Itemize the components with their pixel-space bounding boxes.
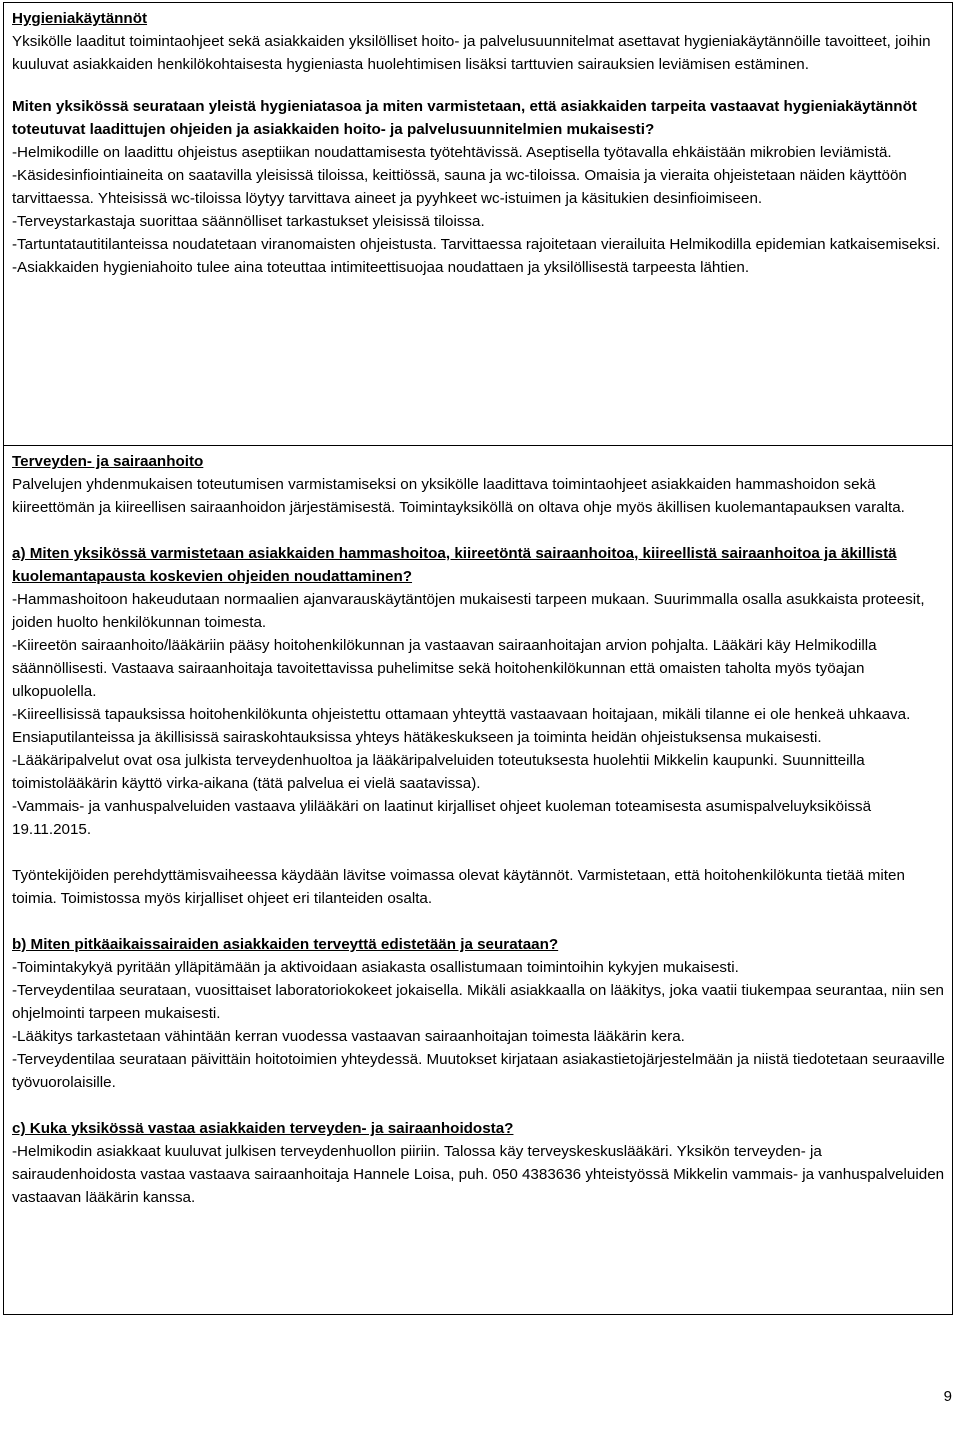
health-care-intro: Palvelujen yhdenmukaisen toteutumisen varmistamiseksi on yksikölle laadittava toimintaohjeet asiakkaiden hammashoidon sekä kiireettömän ja kiireellisen sairaanhoidon järjestämisestä. Toimintayksiköllä on oltava ohje myös äkillisen kuolemantapauksen varalta. (12, 476, 905, 516)
health-care-title: Terveyden- ja sairaanhoito (12, 453, 204, 470)
hygiene-section (3, 2, 953, 446)
hygiene-intro: Yksikölle laaditut toimintaohjeet sekä asiakkaiden yksilölliset hoito- ja palvelusuunnitelmat asettavat hygieniakäytännöille tavoitteet, joihin kuuluvat asiakkaiden henkilökohtaisesta hygieniasta huolehtimisen lisäksi tarttuvien sairauksien leviämisen estäminen. (12, 33, 931, 73)
page-number: 9 (943, 1388, 952, 1405)
orientation-note: Työntekijöiden perehdyttämisvaiheessa käydään lävitse voimassa olevat käytännöt. Varmistetaan, että hoitohenkilökunta tietää miten toimia. Toimistossa myös kirjalliset ohjeet eri tilanteiden osalta. (12, 867, 905, 907)
answer-c: -Helmikodin asiakkaat kuuluvat julkisen terveydenhuollon piiriin. Talossa käy terveyskeskuslääkäri. Yksikön terveyden- ja sairaudenhoidosta vastaa vastaava sairaanhoitaja Hannele Loisa, puh. 050 4383636 yhteistyössä Mikkelin vammais- ja vanhuspalveluiden vastaavan lääkärin kanssa. (12, 1143, 945, 1206)
hygiene-answer: -Tartuntatautitilanteissa noudatetaan viranomaisten ohjeistusta. Tarvittaessa rajoitetaan vierailuita Helmikodilla epidemian katkaisemiseksi. (12, 236, 941, 253)
answer-b: -Toimintakykyä pyritään ylläpitämään ja aktivoidaan asiakasta osallistumaan toimintoihin kykyjen mukaisesti. (12, 959, 739, 976)
hygiene-answer: -Käsidesinfiointiaineita on saatavilla yleisissä tiloissa, keittiössä, sauna ja wc-tiloissa. Omaisia ja vieraita ohjeistetaan näiden käyttöön tarvittaessa. Yhteisissä wc-tiloissa löytyy tarvittava aineet ja pyyhkeet wc-istuimen ja käsitukien desinfioimiseen. (12, 167, 907, 207)
answer-a: -Lääkäripalvelut ovat osa julkista terveydenhuoltoa ja lääkäripalveluiden toteutuksesta huolehtii Mikkelin kaupunki. Suunnitteilla toimistolääkärin käyttö virka-aikana (tätä palvelua ei vielä saatavissa). (12, 752, 865, 792)
answer-b: -Lääkitys tarkastetaan vähintään kerran vuodessa vastaavan sairaanhoitajan toimesta lääkärin kera. (12, 1028, 685, 1045)
answer-a: -Vammais- ja vanhuspalveluiden vastaava ylilääkäri on laatinut kirjalliset ohjeet kuoleman toteamisesta asumispalveluyksiköissä 19.11.2015. (12, 798, 872, 838)
answer-a: -Kiireellisissä tapauksissa hoitohenkilökunta ohjeistettu ottamaan yhteyttä vastaavaan hoitajaan, mikäli tilanne ei ole henkeä uhkaava. Ensiaputilanteissa ja äkillisissä sairaskohtauksissa yhteys hätäkeskukseen ja toiminta heidän ohjeistuksensa mukaisesti. (12, 706, 911, 746)
answer-a: -Hammashoitoon hakeudutaan normaalien ajanvarauskäytäntöjen mukaisesti tarpeen mukaan. Suurimmalla osalla asukkaista proteesit, joiden huolto henkilökunnan toimesta. (12, 591, 925, 631)
hygiene-answer: -Asiakkaiden hygieniahoito tulee aina toteuttaa intimiteettisuojaa noudattaen ja yksilöllisestä tarpeesta lähtien. (12, 259, 750, 276)
hygiene-answer: -Terveystarkastaja suorittaa säännölliset tarkastukset yleisissä tiloissa. (12, 213, 485, 230)
answer-b: -Terveydentilaa seurataan päivittäin hoitotoimien yhteydessä. Muutokset kirjataan asiakastietojärjestelmään ja niistä tiedotetaan seuraaville työvuorolaisille. (12, 1051, 945, 1091)
question-a: a) Miten yksikössä varmistetaan asiakkaiden hammashoitoa, kiireetöntä sairaanhoitoa, kiireellistä sairaanhoitoa ja äkillistä kuolemantapausta koskevien ohjeiden noudattaminen? (12, 545, 897, 585)
answer-b: -Terveydentilaa seurataan, vuosittaiset laboratoriokokeet jokaisella. Mikäli asiakkaalla on lääkitys, joka vaatii tiukempaa seurantaa, niin sen ohjelmointi tarpeen mukaisesti. (12, 982, 944, 1022)
answer-a: -Kiireetön sairaanhoito/lääkäriin pääsy hoitohenkilökunnan ja vastaavan sairaanhoitajan arvion pohjalta. Lääkäri käy Helmikodilla säännöllisesti. Vastaava sairaanhoitaja tavoitettavissa puhelimitse sekä hoitohenkilökunnan että omaisten taholta myös työajan ulkopuolella. (12, 637, 877, 700)
hygiene-title: Hygieniakäytännöt (12, 10, 148, 27)
hygiene-answer: -Helmikodille on laadittu ohjeistus aseptiikan noudattamisesta työtehtävissä. Aseptisella työtavalla ehkäistään mikrobien leviämistä. (12, 144, 892, 161)
question-b: b) Miten pitkäaikaissairaiden asiakkaiden terveyttä edistetään ja seurataan? (12, 936, 559, 953)
hygiene-question: Miten yksikössä seurataan yleistä hygieniatasoa ja miten varmistetaan, että asiakkaiden tarpeita vastaavat hygieniakäytännöt toteutuvat laadittujen ohjeiden ja asiakkaiden hoito- ja palvelusuunnitelmien mukaisesti? (12, 98, 917, 138)
health-care-section (3, 445, 953, 1315)
question-c: c) Kuka yksikössä vastaa asiakkaiden terveyden- ja sairaanhoidosta? (12, 1120, 514, 1137)
